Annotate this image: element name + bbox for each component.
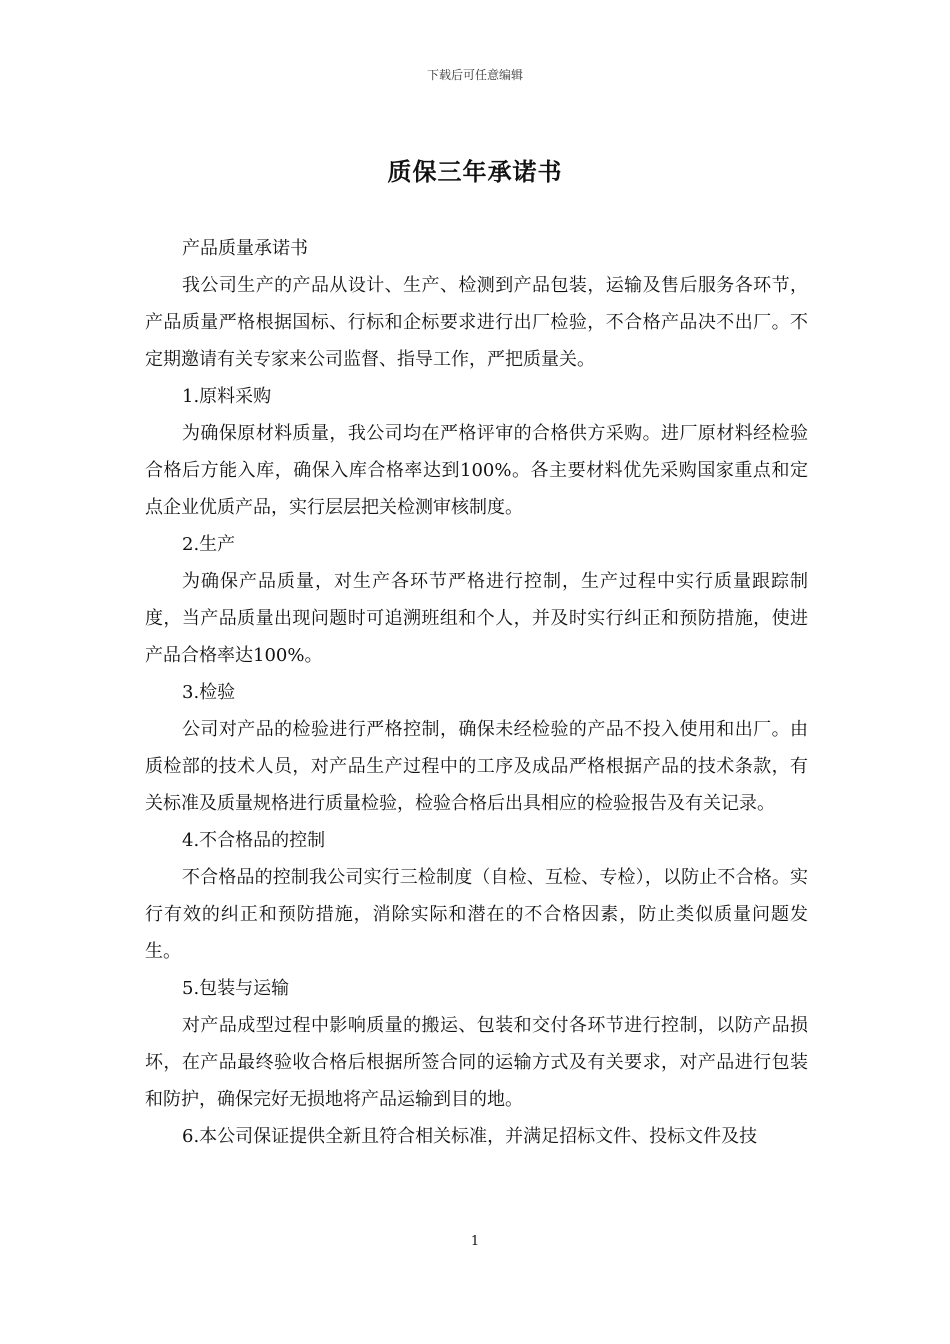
page-header-note: 下载后可任意编辑: [426, 68, 523, 82]
document-body: [145, 230, 808, 1155]
raw-materials-paragraph: 为确保原材料质量，我公司均在严格评审的合格供方采购。进厂原材料经检验合格后方能入库，确保入库合格率达到100%。各主要材料优先采购国家重点和定点企业优质产品，实行层层把关检测审核制度。: [145, 423, 808, 518]
nonconforming-paragraph: 不合格品的控制我公司实行三检制度（自检、互检、专检），以防止不合格。实行有效的纠正和预防措施，消除实际和潜在的不合格因素，防止类似质量问题发生。: [145, 867, 808, 962]
inspection-paragraph: 公司对产品的检验进行严格控制，确保未经检验的产品不投入使用和出厂。由质检部的技术人员，对产品生产过程中的工序及成品严格根据产品的技术条款，有关标准及质量规格进行质量检验，检验合格后出具相应的检验报告及有关记录。: [145, 719, 808, 814]
guarantee-paragraph: 6.本公司保证提供全新且符合相关标准，并满足招标文件、投标文件及技: [182, 1126, 758, 1147]
intro-paragraph: 我公司生产的产品从设计、生产、检测到产品包装，运输及售后服务各环节，产品质量严格根据国标、行标和企标要求进行出厂检验，不合格产品决不出厂。不定期邀请有关专家来公司监督、指导工作，严把质量关。: [145, 275, 808, 370]
section-heading-production: 2.生产: [182, 534, 236, 555]
section-heading-nonconforming: 4.不合格品的控制: [182, 830, 326, 851]
production-paragraph: 为确保产品质量，对生产各环节严格进行控制，生产过程中实行质量跟踪制度，当产品质量出现问题时可追溯班组和个人，并及时实行纠正和预防措施，使进产品合格率达100%。: [145, 571, 808, 666]
subtitle-paragraph: 产品质量承诺书: [182, 238, 308, 259]
section-heading-raw-materials: 1.原料采购: [182, 386, 272, 407]
packaging-paragraph: 对产品成型过程中影响质量的搬运、包装和交付各环节进行控制，以防产品损坏，在产品最终验收合格后根据所签合同的运输方式及有关要求，对产品进行包装和防护，确保完好无损地将产品运输到目的地。: [145, 1015, 808, 1110]
document-title: 质保三年承诺书: [387, 157, 563, 186]
section-heading-packaging: 5.包装与运输: [182, 978, 290, 999]
section-heading-inspection: 3.检验: [182, 682, 236, 703]
page-number: 1: [470, 1234, 480, 1249]
